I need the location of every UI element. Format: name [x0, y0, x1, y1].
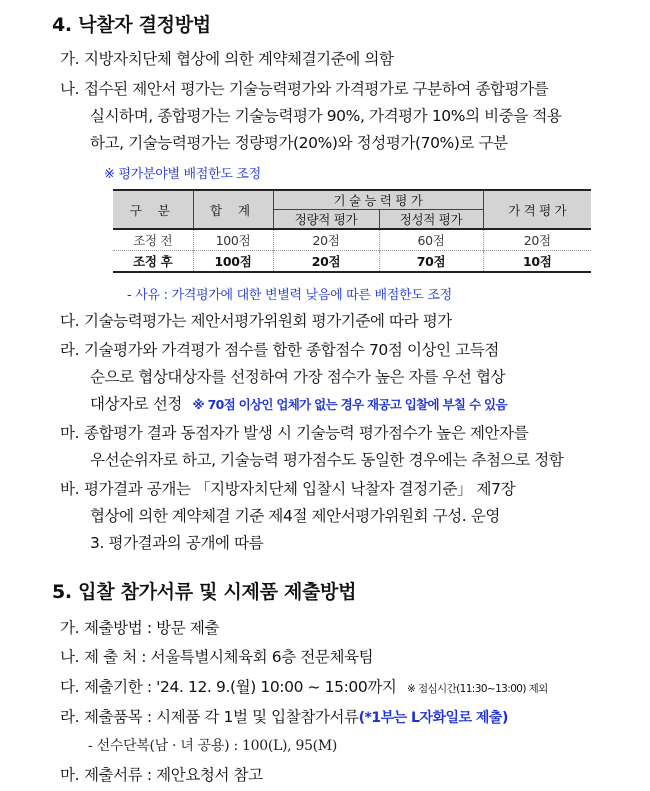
- item-marker: 바.: [60, 480, 80, 498]
- item-ga: [60, 616, 219, 638]
- item-ma: [60, 763, 263, 785]
- lunch-note: ※ 점심시간(11:30~13:00) 제외: [407, 683, 548, 695]
- reason-note: - 사유 : 가격평가에 대한 변별력 낮음에 따른 배점한도 조정: [127, 288, 452, 303]
- item-text: 제출방법 : 방문 제출: [84, 619, 219, 637]
- header-quant: 정량적 평가: [273, 210, 379, 230]
- row-label: 조정 후: [113, 251, 193, 273]
- item-ba-line-2: 협상에 의한 계약체결 기준 제4절 제안서평가위원회 구성. 운영: [90, 507, 501, 525]
- header-total: 합 계: [193, 190, 273, 229]
- uniform-sub-item: - 선수단복(남 · 녀 공용) : 100(L), 95(M): [88, 738, 338, 754]
- item-marker: 다.: [60, 678, 80, 696]
- item-ma: [60, 421, 528, 443]
- item-text: 지방자치단체 협상에 의한 계약체결기준에 의함: [84, 50, 394, 68]
- item-na: [60, 77, 548, 99]
- row-qual: 70점: [379, 251, 483, 273]
- item-ra: [60, 705, 508, 727]
- row-price: 20점: [483, 229, 591, 251]
- item-text: 기술평가와 가격평가 점수를 합한 종합점수 70점 이상인 고득점: [84, 341, 499, 359]
- item-ra-line-2: 순으로 협상대상자를 선정하여 가장 점수가 높은 자를 우선 협상: [90, 368, 506, 386]
- binder-note: (*1부는 L자화일로 제출): [358, 710, 508, 726]
- item-text: 대상자로 선정: [90, 395, 182, 413]
- item-da: [60, 309, 452, 331]
- item-marker: 마.: [60, 766, 80, 784]
- table-row: [113, 229, 591, 251]
- requote-note: ※ 70점 이상인 업체가 없는 경우 재공고 입찰에 부칠 수 있음: [192, 397, 507, 412]
- item-text: 종합평가 결과 동점자가 발생 시 기술능력 평가점수가 높은 제안자를: [84, 424, 529, 442]
- row-total: 100점: [193, 229, 273, 251]
- item-marker: 가.: [60, 619, 80, 637]
- item-text: 기술능력평가는 제안서평가위원회 평가기준에 따라 평가: [84, 312, 452, 330]
- row-quant: 20점: [273, 251, 379, 273]
- item-da: [60, 675, 548, 697]
- item-marker: 가.: [60, 50, 80, 68]
- row-label: 조정 전: [113, 229, 193, 251]
- section-5-title: 5. 입찰 참가서류 및 시제품 제출방법: [52, 581, 357, 603]
- item-text: 제출품목 : 시제품 각 1벌 및 입찰참가서류: [84, 708, 359, 726]
- item-text: 접수된 제안서 평가는 기술능력평가와 가격평가로 구분하여 종합평가를: [84, 80, 549, 98]
- item-marker: 나.: [60, 648, 80, 666]
- item-ba: [60, 477, 515, 499]
- row-qual: 60점: [379, 229, 483, 251]
- item-marker: 나.: [60, 80, 80, 98]
- table-row: [113, 251, 591, 273]
- item-ba-line-3: 3. 평가결과의 공개에 따름: [90, 534, 264, 552]
- row-quant: 20점: [273, 229, 379, 251]
- score-table: [113, 189, 591, 273]
- item-marker: 다.: [60, 312, 80, 330]
- item-text: 제 출 처 : 서울특별시체육회 6층 전문체육팀: [84, 648, 374, 666]
- header-price: 가 격 평 가: [483, 190, 591, 229]
- item-text: 평가결과 공개는 「지방자치단체 입찰시 낙찰자 결정기준」 제7장: [84, 480, 516, 498]
- item-ra: [60, 338, 499, 360]
- item-ma-line-2: 우선순위자로 하고, 기술능력 평가점수도 동일한 경우에는 추첨으로 정함: [90, 451, 564, 469]
- item-na-line-3: 하고, 기술능력평가는 정량평가(20%)와 정성평가(70%)로 구분: [90, 134, 508, 152]
- header-qual: 정성적 평가: [379, 210, 483, 230]
- item-na: [60, 645, 373, 667]
- header-gubun: 구 분: [113, 190, 193, 229]
- row-price: 10점: [483, 251, 591, 273]
- item-text: 제출기한 : '24. 12. 9.(월) 10:00 ~ 15:00까지: [84, 678, 397, 696]
- item-ga: [60, 47, 394, 69]
- header-tech: 기 술 능 력 평 가: [273, 190, 483, 210]
- item-ra-line-3: [90, 392, 507, 414]
- row-total: 100점: [193, 251, 273, 273]
- item-marker: 마.: [60, 424, 80, 442]
- section-4-title: 4. 낙찰자 결정방법: [52, 14, 211, 36]
- item-marker: 라.: [60, 341, 80, 359]
- item-text: 제출서류 : 제안요청서 참고: [84, 766, 263, 784]
- item-na-line-2: 실시하며, 종합평가는 기술능력평가 90%, 가격평가 10%의 비중을 적용: [90, 107, 562, 125]
- item-marker: 라.: [60, 708, 80, 726]
- adjust-note: ※ 평가분야별 배점한도 조정: [104, 167, 261, 182]
